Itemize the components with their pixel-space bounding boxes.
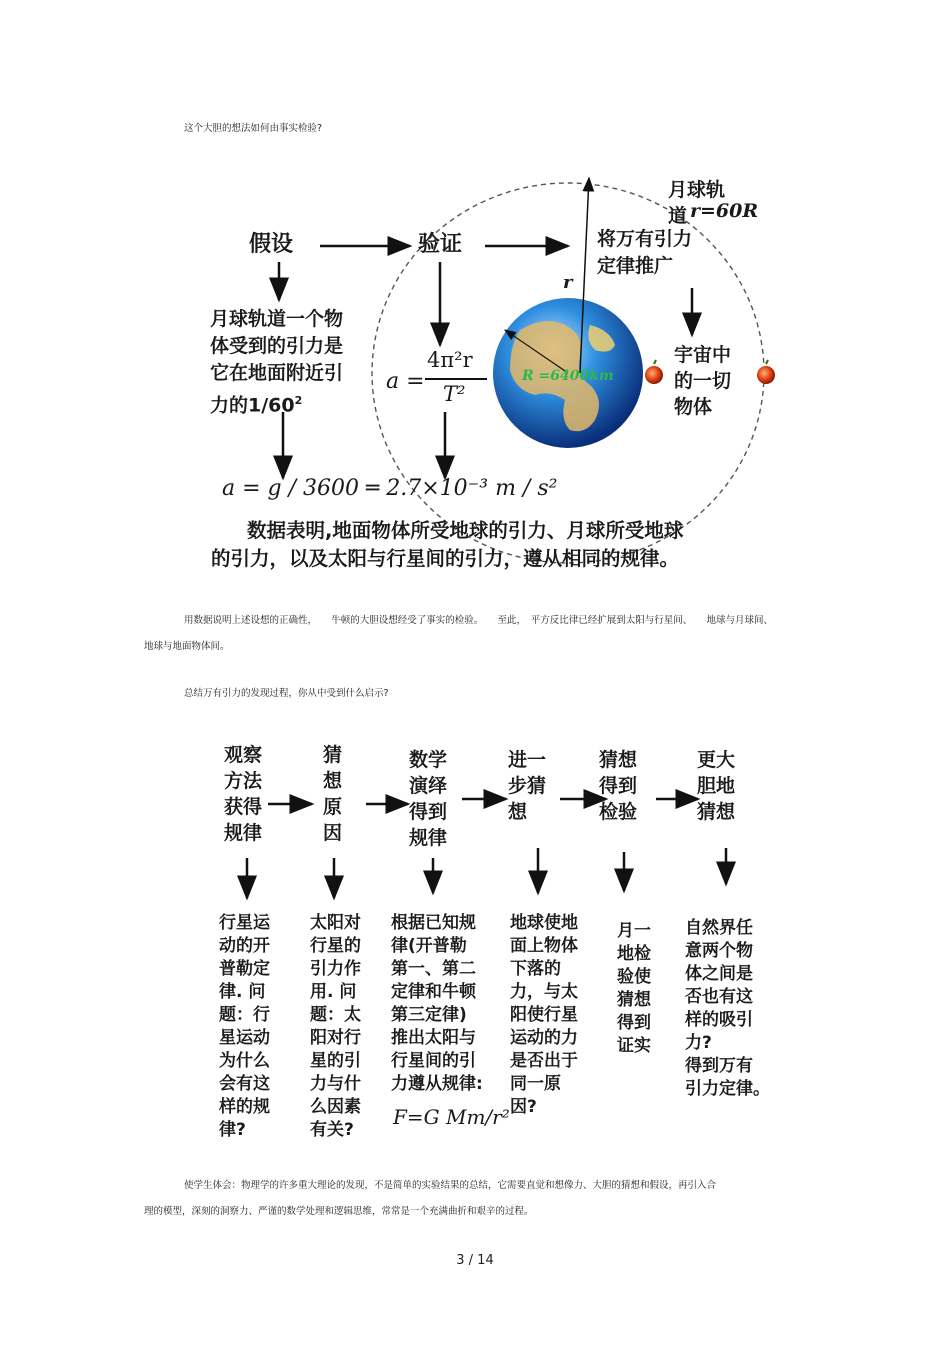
step-line: 胆地 — [697, 775, 736, 797]
step-line: 得到 — [599, 775, 638, 797]
detail-line: 得到 — [617, 1013, 651, 1033]
detail-line: 第三定律) — [391, 1005, 467, 1025]
detail-line: 地检 — [617, 944, 651, 964]
verify-label: 验证 — [418, 232, 463, 257]
step-line: 规律 — [409, 827, 448, 849]
step-line: 猜 — [323, 744, 343, 766]
detail-line: 是否出于 — [510, 1051, 578, 1071]
conclusion-line-1: 数据表明,地面物体所受地球的引力、月球所受地球 — [247, 519, 684, 542]
detail-line: 猜想 — [617, 990, 651, 1010]
detail-line: 普勒定 — [219, 959, 270, 979]
detail-line: 行星运 — [219, 913, 270, 933]
detail-line: 行星间的引 — [391, 1051, 476, 1071]
moon-orbit-label-line1: 月球轨 — [668, 179, 726, 201]
step-math-deduction — [409, 747, 447, 851]
detail-line: 月一 — [617, 921, 651, 941]
step-line: 原 — [323, 796, 343, 818]
detail-line: 同一原 — [510, 1074, 561, 1094]
step-bolder-guess — [697, 747, 735, 825]
paragraph-2-line-2: 地球与地面物体间。 — [144, 641, 230, 652]
detail-line: 样的吸引 — [685, 1010, 753, 1030]
earth-radius-label: R =6400km — [522, 368, 614, 384]
detail-line: 根据已知规 — [391, 913, 476, 933]
detail-line: 引力定律。 — [685, 1079, 770, 1099]
paragraph-4-line-2: 理的模型，深刻的洞察力、严谨的数学处理和逻辑思维，常常是一个充满曲折和艰辛的过程。 — [144, 1206, 534, 1217]
detail-sun-planet-force — [310, 912, 361, 1142]
formula-numerator: 4π²r — [427, 348, 473, 372]
detail-line: 会有这 — [219, 1074, 270, 1094]
step-line: 观察 — [224, 744, 263, 766]
detail-line: 引力作 — [310, 959, 361, 979]
hypothesis-exponent: 2 — [294, 394, 303, 407]
step-verification — [599, 747, 637, 825]
moon-orbit-label-line2: 道 — [668, 205, 688, 227]
detail-line: 证实 — [617, 1036, 651, 1056]
moon-orbit-radius-value: r=60R — [690, 200, 759, 222]
extend-label-line1: 将万有引力 — [597, 228, 693, 250]
orbit-radius-symbol: r — [563, 272, 573, 293]
detail-line: 有关? — [310, 1120, 354, 1140]
detail-line: 力遵从规律: — [391, 1074, 483, 1094]
detail-line: 验使 — [617, 967, 651, 987]
detail-kepler-laws — [219, 912, 270, 1142]
step-line: 检验 — [599, 801, 638, 823]
detail-line: 阳使行星 — [510, 1005, 578, 1025]
paragraph-4-line-1: 使学生体会：物理学的许多重大理论的发现，不是简单的实验结果的总结，它需要直觉和想像力、大胆的猜想和假设，再引入合 — [184, 1180, 717, 1191]
universe-label-line: 宇宙中 — [674, 344, 732, 366]
detail-line: 太阳对 — [310, 913, 361, 933]
question-text-1: 这个大胆的想法如何由事实检验? — [184, 123, 323, 134]
step-line: 进一 — [508, 749, 547, 771]
step-line: 得到 — [409, 801, 448, 823]
step-line: 步猜 — [508, 775, 547, 797]
detail-line: 得到万有 — [685, 1056, 753, 1076]
detail-line: 运动的力 — [510, 1028, 578, 1048]
detail-line: 力与什 — [310, 1074, 361, 1094]
step-line: 想 — [508, 801, 528, 823]
detail-line: 律(开普勒 — [391, 936, 467, 956]
step-line: 数学 — [409, 749, 448, 771]
hypothesis-description-line: 力的$1/60^2$ — [210, 394, 303, 417]
detail-line: 题：行 — [219, 1005, 270, 1025]
detail-line: 定律和牛顿 — [391, 982, 476, 1002]
universe-label-line: 的一切 — [674, 370, 732, 392]
detail-line: 行星的 — [310, 936, 361, 956]
detail-derivation — [391, 912, 483, 1096]
detail-line: 题：太 — [310, 1005, 361, 1025]
detail-line: 律? — [219, 1120, 246, 1140]
detail-line: 阳对行 — [310, 1028, 361, 1048]
detail-line: 否也有这 — [685, 987, 753, 1007]
detail-line: 星的引 — [310, 1051, 361, 1071]
hypothesis-description-line: 体受到的引力是 — [210, 335, 344, 357]
detail-line: 星运动 — [219, 1028, 270, 1048]
gravity-law-formula: F=G Mm/r² — [393, 1105, 510, 1129]
step-line: 想 — [323, 770, 343, 792]
universe-label-line: 物体 — [674, 396, 713, 418]
step-line: 因 — [323, 822, 343, 844]
detail-moon-earth-test — [617, 920, 651, 1058]
detail-line: 因? — [510, 1097, 537, 1117]
detail-line: 面上物体 — [510, 936, 578, 956]
detail-line: 力，与太 — [510, 982, 578, 1002]
detail-same-cause-question — [510, 912, 578, 1119]
detail-line: 地球使地 — [510, 913, 578, 933]
question-text-2: 总结万有引力的发现过程，你从中受到什么启示? — [184, 688, 389, 699]
detail-line: 力? — [685, 1033, 712, 1053]
detail-line: 推出太阳与 — [391, 1028, 476, 1048]
step-line: 猜想 — [697, 801, 736, 823]
extend-label-line2: 定律推广 — [597, 255, 674, 277]
detail-line: 么因素 — [310, 1097, 361, 1117]
hypothesis-description-line: 它在地面附近引 — [210, 362, 344, 384]
paragraph-2-line-1: 用数据说明上述设想的正确性， 牛顿的大胆设想经受了事实的检验。 至此， 平方反比律已经扩展到太阳与行星间、 地球与月球间、 — [184, 615, 774, 626]
step-line: 获得 — [224, 796, 263, 818]
step-line: 演绎 — [409, 775, 448, 797]
formula-denominator: T² — [443, 382, 466, 406]
detail-line: 样的规 — [219, 1097, 270, 1117]
step-guess-cause — [323, 742, 342, 846]
detail-line: 自然界任 — [685, 918, 753, 938]
conclusion-line-2: 的引力，以及太阳与行星间的引力，遵从相同的规律。 — [211, 547, 680, 570]
detail-line: 体之间是 — [685, 964, 753, 984]
step-line: 方法 — [224, 770, 263, 792]
detail-line: 动的开 — [219, 936, 270, 956]
detail-line: 律. 问 — [219, 982, 266, 1002]
hypothesis-label: 假设 — [249, 232, 294, 257]
formula-a-label: a = — [386, 369, 425, 394]
result-formula: a = g / 3600 ═ 2.7×10⁻³ m / s² — [222, 476, 558, 501]
page-number: 3 / 14 — [456, 1253, 494, 1268]
detail-universal-gravitation — [685, 917, 770, 1101]
step-further-guess — [508, 747, 546, 825]
detail-line: 用. 问 — [310, 982, 357, 1002]
hypothesis-description-line: 月球轨道一个物 — [210, 308, 344, 330]
step-line: 更大 — [697, 749, 736, 771]
detail-line: 意两个物 — [685, 941, 753, 961]
step-observation — [224, 742, 262, 846]
step-line: 猜想 — [599, 749, 638, 771]
detail-line: 下落的 — [510, 959, 561, 979]
detail-line: 第一、第二 — [391, 959, 476, 979]
detail-line: 为什么 — [219, 1051, 270, 1071]
step-line: 规律 — [224, 822, 263, 844]
